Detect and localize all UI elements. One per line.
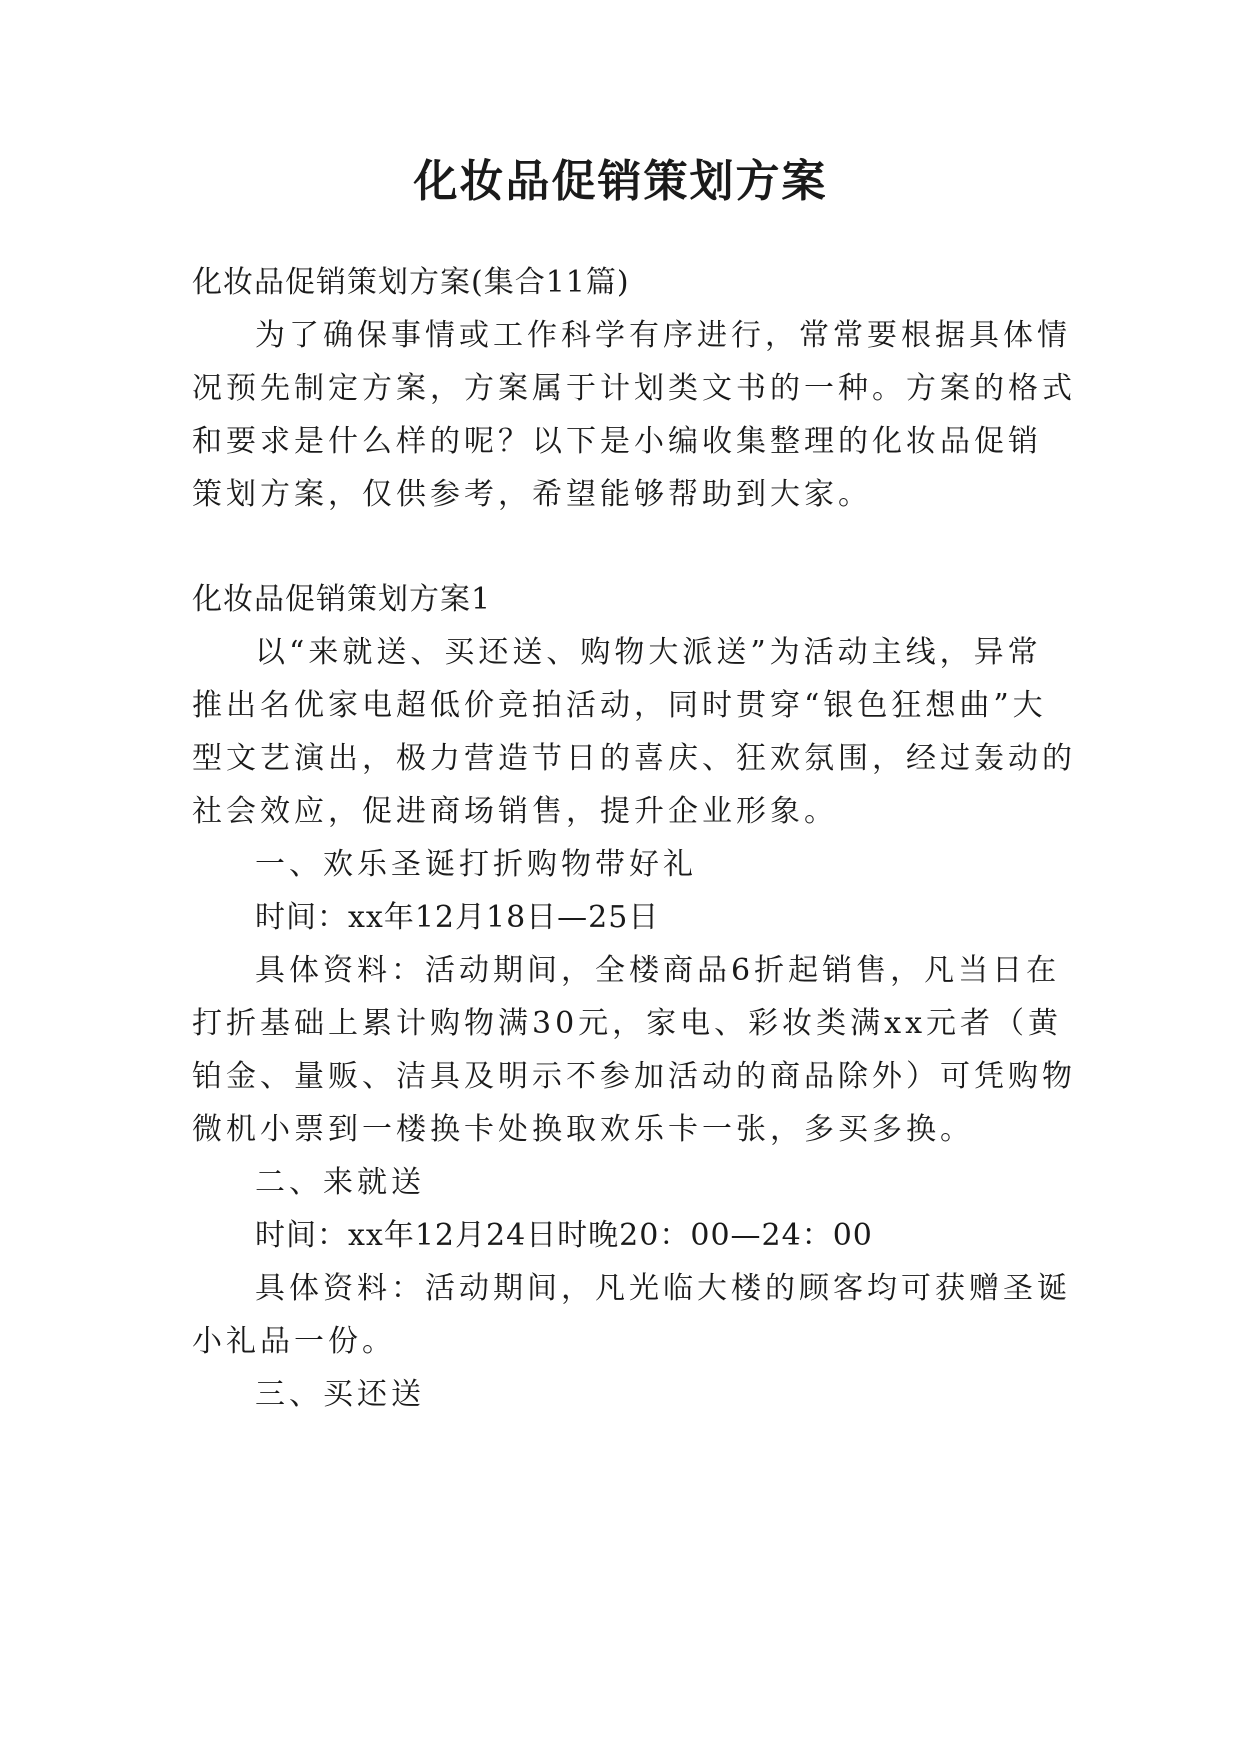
intro-line: 和要求是什么样的呢？以下是小编收集整理的化妆品促销 — [192, 424, 1042, 459]
paragraph-line: 具体资料：活动期间，全楼商品6折起销售，凡当日在 — [255, 953, 1061, 988]
document-subtitle: 化妆品促销策划方案(集合11篇) — [192, 265, 630, 300]
paragraph-line: 社会效应，促进商场销售，提升企业形象。 — [192, 794, 838, 829]
item-heading: 三、买还送 — [255, 1377, 425, 1412]
section-heading: 化妆品促销策划方案1 — [192, 582, 492, 617]
paragraph-line: 打折基础上累计购物满30元，家电、彩妆类满xx元者（黄 — [192, 1006, 1063, 1041]
item-heading: 一、欢乐圣诞打折购物带好礼 — [255, 847, 697, 882]
paragraph-line: 小礼品一份。 — [192, 1324, 396, 1359]
item-time: 时间：xx年12月18日—25日 — [255, 900, 660, 935]
intro-line: 况预先制定方案，方案属于计划类文书的一种。方案的格式 — [192, 371, 1076, 406]
paragraph-line: 型文艺演出，极力营造节日的喜庆、狂欢氛围，经过轰动的 — [192, 741, 1076, 776]
paragraph-line: 具体资料：活动期间，凡光临大楼的顾客均可获赠圣诞 — [255, 1271, 1071, 1306]
item-heading: 二、来就送 — [255, 1165, 425, 1200]
paragraph-line: 推出名优家电超低价竞拍活动，同时贯穿“银色狂想曲”大 — [192, 688, 1047, 723]
paragraph-line: 铂金、量贩、洁具及明示不参加活动的商品除外）可凭购物 — [192, 1059, 1076, 1094]
intro-line: 策划方案，仅供参考，希望能够帮助到大家。 — [192, 477, 872, 512]
item-time: 时间：xx年12月24日时晚20：00—24：00 — [255, 1218, 873, 1253]
paragraph-line: 微机小票到一楼换卡处换取欢乐卡一张，多买多换。 — [192, 1112, 974, 1147]
document-title: 化妆品促销策划方案 — [413, 156, 828, 207]
paragraph-line: 以“来就送、买还送、购物大派送”为活动主线，异常 — [255, 635, 1042, 670]
intro-line: 为了确保事情或工作科学有序进行，常常要根据具体情 — [255, 318, 1071, 353]
